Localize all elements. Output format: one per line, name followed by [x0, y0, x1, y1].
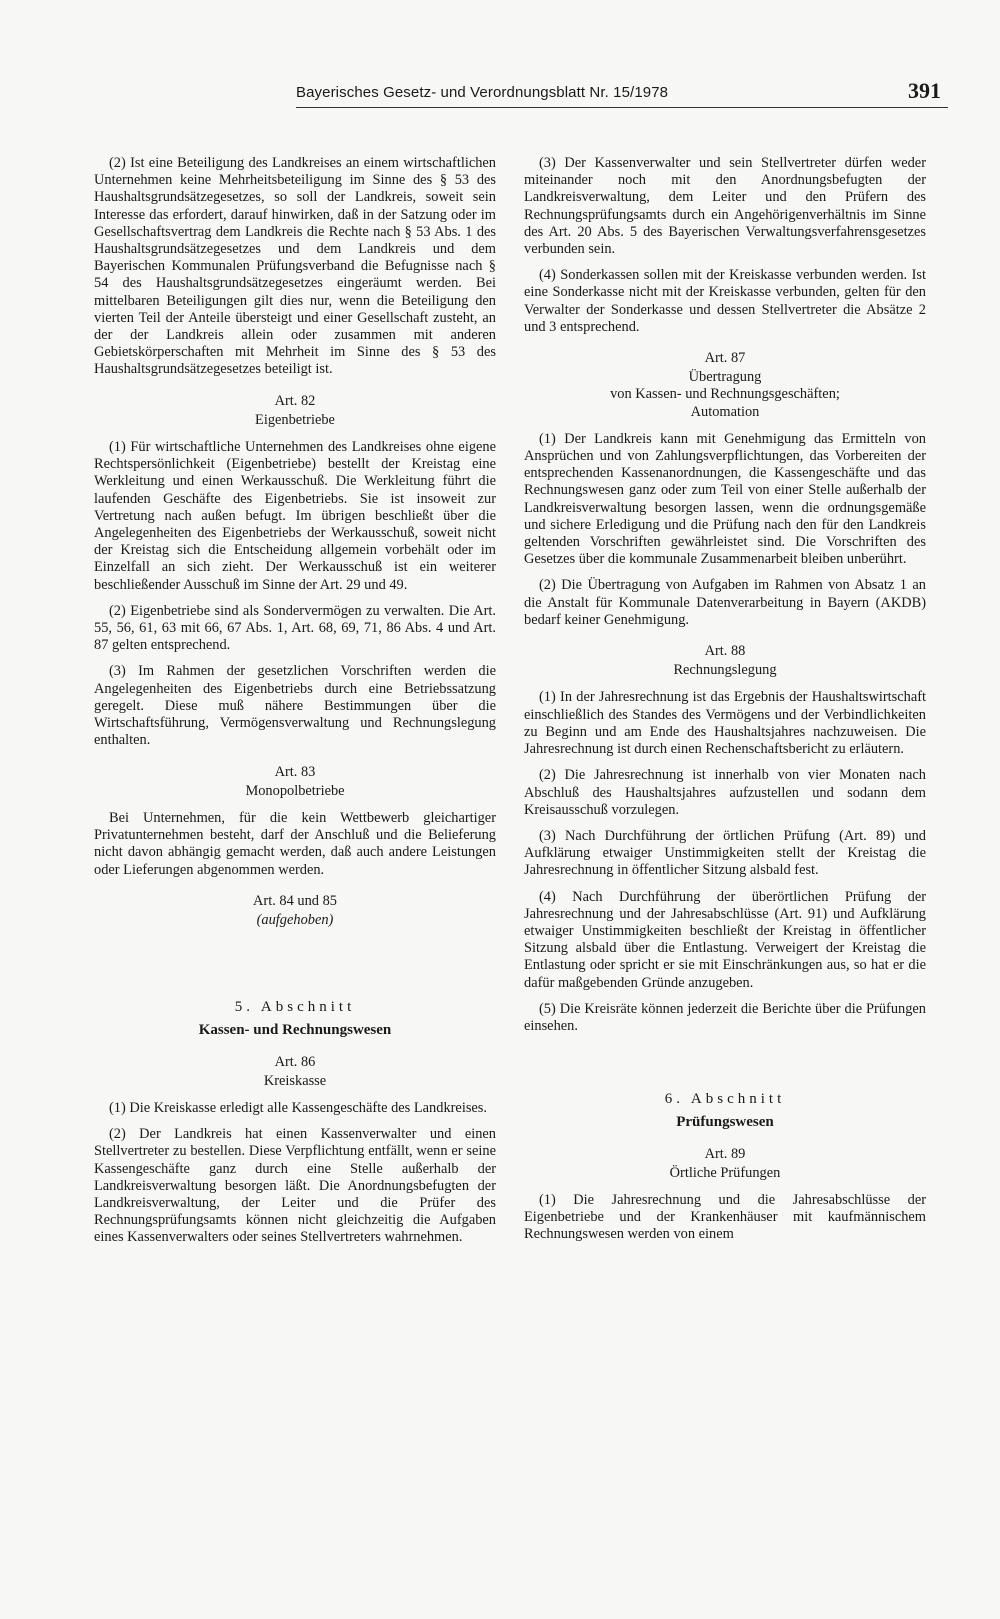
- article-title: Monopolbetriebe: [245, 782, 345, 799]
- article-number: Art. 87: [704, 350, 746, 367]
- section-heading: 6. Abschnitt: [664, 1091, 786, 1108]
- paragraph: (2) Der Landkreis hat einen Kassenverwalter und einen Stellvertreter zu bestellen. Diese Verpflichtung entfällt, wenn er seine Kassengeschäfte ganz durch eine Stelle außerhalb der Landkreisverwaltung besorgen läßt. Die Anordnungsbefugten der Landkreisverwaltung, der Leiter und die Prüfer des Rechnungsprüfungsamts können nicht gleichzeitig die Aufgaben eines Kassenverwalters oder seines Stellvertreters wahrnehmen.: [94, 1126, 496, 1246]
- right-column: [524, 155, 926, 1253]
- article-title: Rechnungslegung: [673, 662, 777, 679]
- paragraph: (1) In der Jahresrechnung ist das Ergebnis der Haushaltswirtschaft einschließlich des Standes des Vermögens und der Verbindlichkeiten zu Beginn und am Ende des Haushaltsjahres nachzuweisen. Die Jahresrechnung ist durch einen Rechenschaftsbericht zu erläutern.: [524, 689, 926, 758]
- section-title: Prüfungswesen: [676, 1114, 774, 1131]
- left-column: [94, 155, 496, 1256]
- article-number: Art. 89: [704, 1145, 746, 1162]
- page-number: 391: [908, 78, 941, 103]
- paragraph: (4) Nach Durchführung der überörtlichen Prüfung der Jahresrechnung und der Jahresabschlüsse (Art. 91) und Aufklärung etwaiger Unstimmigkeiten beschließt der Kreistag in öffentlicher Sitzung alsbald über die Entlastung. Verweigert der Kreistag die Entlastung oder spricht er sie mit Einschränkungen aus, so hat er die dafür maßgebenden Gründe anzugeben.: [524, 888, 926, 991]
- paragraph: (2) Eigenbetriebe sind als Sondervermögen zu verwalten. Die Art. 55, 56, 61, 63 mit 66, 67 Abs. 1, Art. 68, 69, 71, 86 Abs. 4 und Art. 87 gelten entsprechend.: [94, 602, 496, 654]
- article-title: von Kassen- und Rechnungsgeschäften;: [610, 386, 840, 403]
- article-number: Art. 82: [274, 392, 316, 409]
- paragraph: (3) Nach Durchführung der örtlichen Prüfung (Art. 89) und Aufklärung etwaiger Unstimmigkeiten stellt der Kreistag die Jahresrechnung in öffentlicher Sitzung alsbald fest.: [524, 827, 926, 879]
- article-title: (aufgehoben): [256, 911, 334, 928]
- article-number: Art. 84 und 85: [253, 892, 337, 909]
- article-title: Automation: [690, 403, 760, 420]
- page-header: [0, 78, 1000, 108]
- article-number: Art. 83: [274, 763, 316, 780]
- header-rule: [296, 107, 948, 108]
- paragraph: (2) Die Jahresrechnung ist innerhalb von vier Monaten nach Abschluß des Haushaltsjahres aufzustellen und sodann dem Kreisausschuß vorzulegen.: [524, 767, 926, 818]
- article-title: Örtliche Prüfungen: [669, 1164, 781, 1181]
- paragraph: (1) Der Landkreis kann mit Genehmigung das Ermitteln von Ansprüchen und von Zahlungsverpflichtungen, das Vorbereiten der entsprechenden Kassenanordnungen, die Kassengeschäfte und das Rechnungswesen ganz oder zum Teil von einer Stelle außerhalb der Landkreisverwaltung besorgen lassen, wenn die ordnungsgemäße und sichere Erledigung und die Prüfung nach den für den Landkreis geltenden Vorschriften gewährleistet sind. Die Vorschriften des Gesetzes über die kommunale Zusammenarbeit bleiben unberührt.: [524, 430, 926, 568]
- paragraph: (5) Die Kreisräte können jederzeit die Berichte über die Prüfungen einsehen.: [524, 1000, 926, 1034]
- article-title: Übertragung: [688, 369, 762, 386]
- section-heading: 5. Abschnitt: [234, 999, 356, 1016]
- paragraph: (1) Die Kreiskasse erledigt alle Kassengeschäfte des Landkreises.: [109, 1099, 488, 1116]
- paragraph: (2) Die Übertragung von Aufgaben im Rahmen von Absatz 1 an die Anstalt für Kommunale Datenverarbeitung in Bayern (AKDB) bedarf keiner Genehmigung.: [524, 577, 926, 628]
- paragraph: (1) Für wirtschaftliche Unternehmen des Landkreises ohne eigene Rechtspersönlichkeit (Eigenbetriebe) bestellt der Kreistag eine Werkleitung und einen Werkausschuß. Die Werkleitung führt die laufenden Geschäfte des Eigenbetriebs. Sie ist insoweit zur Vertretung nach außen befugt. Im übrigen beschließt über die Angelegenheiten des Eigenbetriebs der Werkausschuß, soweit nicht der Kreistag sich die Entscheidung allgemein vorbehält oder im Einzelfall an sich zieht. Der Werkausschuß ist ein weiterer beschließender Ausschuß im Sinne der Art. 29 und 49.: [94, 439, 496, 593]
- section-title: Kassen- und Rechnungswesen: [198, 1022, 392, 1039]
- article-title: Kreiskasse: [263, 1072, 327, 1089]
- paragraph: (1) Die Jahresrechnung und die Jahresabschlüsse der Eigenbetriebe und der Krankenhäuser mit kaufmännischem Rechnungswesen werden von einem: [524, 1191, 926, 1243]
- paragraph: (3) Der Kassenverwalter und sein Stellvertreter dürfen weder miteinander noch mit den Anordnungsbefugten der Landkreisverwaltung, dem Leiter und den Prüfern des Rechnungsprüfungsamts durch ein Angehörigenverhältnis im Sinne des Art. 20 Abs. 5 des Bayerischen Verwaltungsverfahrensgesetzes verbunden sein.: [524, 155, 926, 258]
- article-number: Art. 86: [274, 1053, 316, 1070]
- header-title: Bayerisches Gesetz- und Verordnungsblatt Nr. 15/1978: [296, 84, 669, 101]
- article-number: Art. 88: [704, 643, 746, 660]
- article-title: Eigenbetriebe: [255, 411, 335, 428]
- paragraph: (4) Sonderkassen sollen mit der Kreiskasse verbunden werden. Ist eine Sonderkasse nicht mit der Kreiskasse verbunden, gelten für den Verwalter der Sonderkasse und dessen Stellvertreter die Absätze 2 und 3 entsprechend.: [524, 267, 926, 335]
- paragraph: (2) Ist eine Beteiligung des Landkreises an einem wirtschaftlichen Unternehmen keine Mehrheitsbeteiligung im Sinne des § 53 des Haushaltsgrundsätzegesetzes, so soll der Landkreis, soweit sein Interesse das erfordert, darauf hinwirken, daß in der Satzung oder im Gesellschaftsvertrag dem Landkreis die Rechte nach § 53 Abs. 1 des Haushaltsgrundsätzegesetzes und dem Landkreis und dem Bayerischen Kommunalen Prüfungsverband die Befugnisse nach § 54 des Haushaltsgrundsätzegesetzes eingeräumt werden. Bei mittelbaren Beteiligungen gilt dies nur, wenn die Beteiligung den vierten Teil der Anteile übersteigt und einer Gesellschaft zusteht, an der der Landkreis allein oder zusammen mit anderen Gebietskörperschaften mit Mehrheit im Sinne des § 53 des Haushaltsgrundsätzegesetzes beteiligt ist.: [94, 155, 496, 378]
- paragraph: Bei Unternehmen, für die kein Wettbewerb gleichartiger Privatunternehmen besteht, darf der Anschluß und die Belieferung nicht davon abhängig gemacht werden, daß auch andere Leistungen oder Lieferungen abgenommen werden.: [94, 809, 496, 878]
- paragraph: (3) Im Rahmen der gesetzlichen Vorschriften werden die Angelegenheiten des Eigenbetriebs durch eine Betriebssatzung geregelt. Diese muß nähere Bestimmungen über die Wirtschaftsführung, Vermögensverwaltung und Rechnungslegung enthalten.: [94, 663, 496, 749]
